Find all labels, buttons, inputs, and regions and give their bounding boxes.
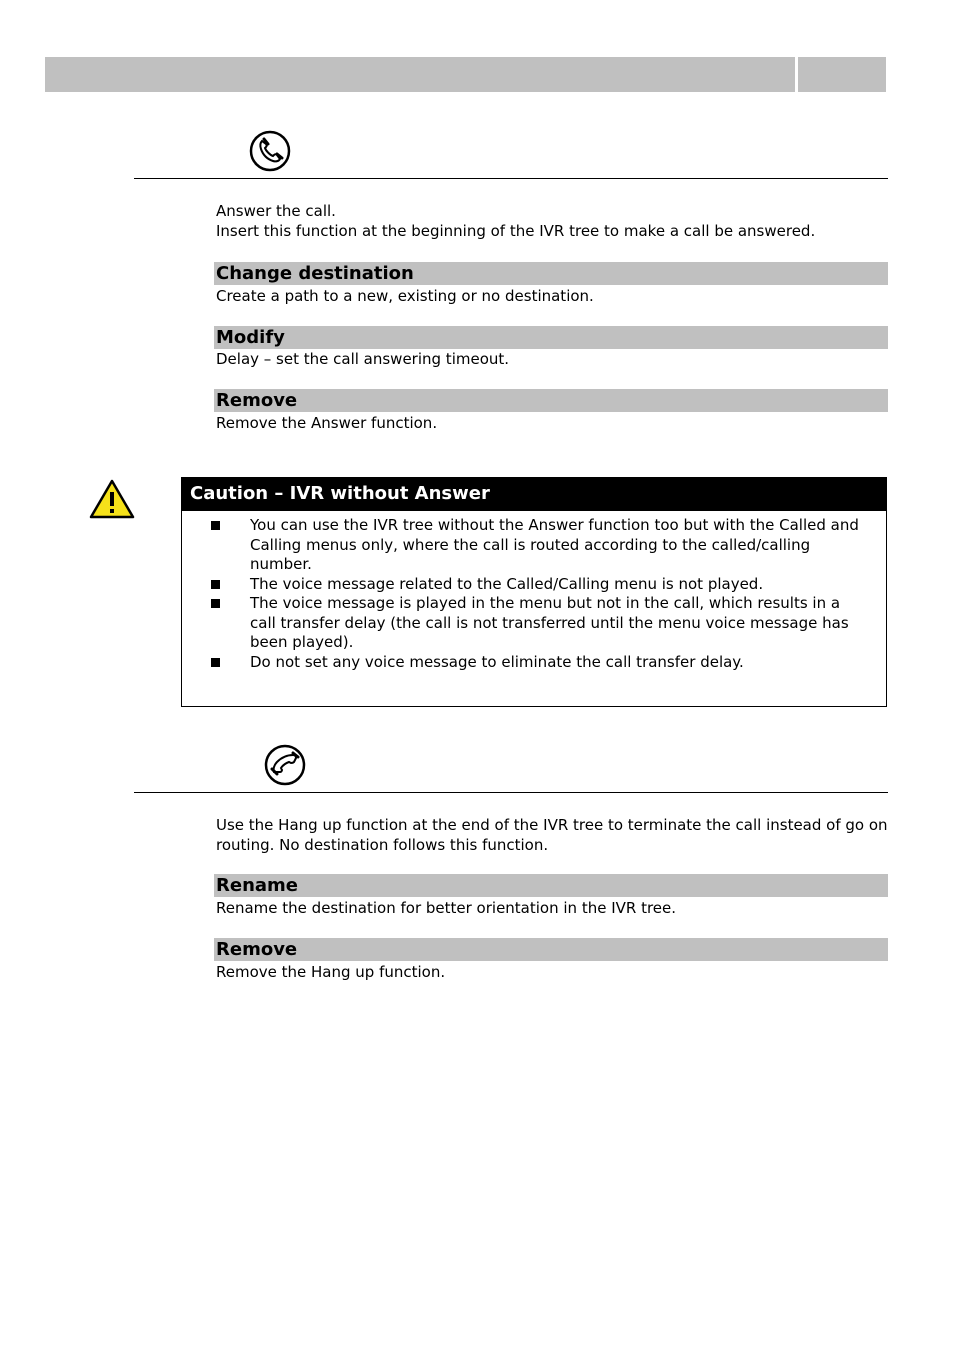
bullet-icon <box>211 599 220 608</box>
section-divider <box>134 792 888 793</box>
header-bar <box>45 57 795 92</box>
section-divider <box>134 178 888 179</box>
answer-intro-line1: Answer the call. <box>216 202 336 220</box>
hangup-description: Use the Hang up function at the end of the IVR tree to terminate the call instead of go on routing. No destination follows this function. <box>216 816 888 854</box>
remove-hangup-heading: Remove <box>214 938 888 961</box>
remove-answer-text: Remove the Answer function. <box>216 414 438 432</box>
answer-description <box>216 201 888 241</box>
remove-hangup-text: Remove the Hang up function. <box>216 963 446 981</box>
change-destination-text: Create a path to a new, existing or no destination. <box>216 287 594 305</box>
caution-box <box>181 477 887 707</box>
modify-text: Delay – set the call answering timeout. <box>216 350 510 368</box>
remove-answer-heading: Remove <box>214 389 888 412</box>
rename-text: Rename the destination for better orientation in the IVR tree. <box>216 899 677 917</box>
rename-heading: Rename <box>214 874 888 897</box>
answer-intro-line2: Insert this function at the beginning of the IVR tree to make a call be answered. <box>216 222 816 240</box>
caution-item: You can use the IVR tree without the Answer function too but with the Called and Calling menus only, where the call is routed according to the called/calling number. <box>182 516 886 575</box>
caution-list <box>182 516 886 672</box>
bullet-icon <box>211 521 220 530</box>
caution-item: The voice message related to the Called/Calling menu is not played. <box>182 575 886 595</box>
modify-heading: Modify <box>214 326 888 349</box>
phone-answer-icon <box>249 130 291 172</box>
phone-hangup-icon <box>264 744 306 786</box>
warning-triangle-icon <box>89 479 135 519</box>
caution-title: Caution – IVR without Answer <box>182 478 886 511</box>
caution-item: Do not set any voice message to eliminate the call transfer delay. <box>182 653 886 673</box>
bullet-icon <box>211 580 220 589</box>
header-page-box <box>798 57 886 92</box>
change-destination-heading: Change destination <box>214 262 888 285</box>
bullet-icon <box>211 658 220 667</box>
caution-item: The voice message is played in the menu but not in the call, which results in a call transfer delay (the call is not transferred until the menu voice message has been played). <box>182 594 886 653</box>
